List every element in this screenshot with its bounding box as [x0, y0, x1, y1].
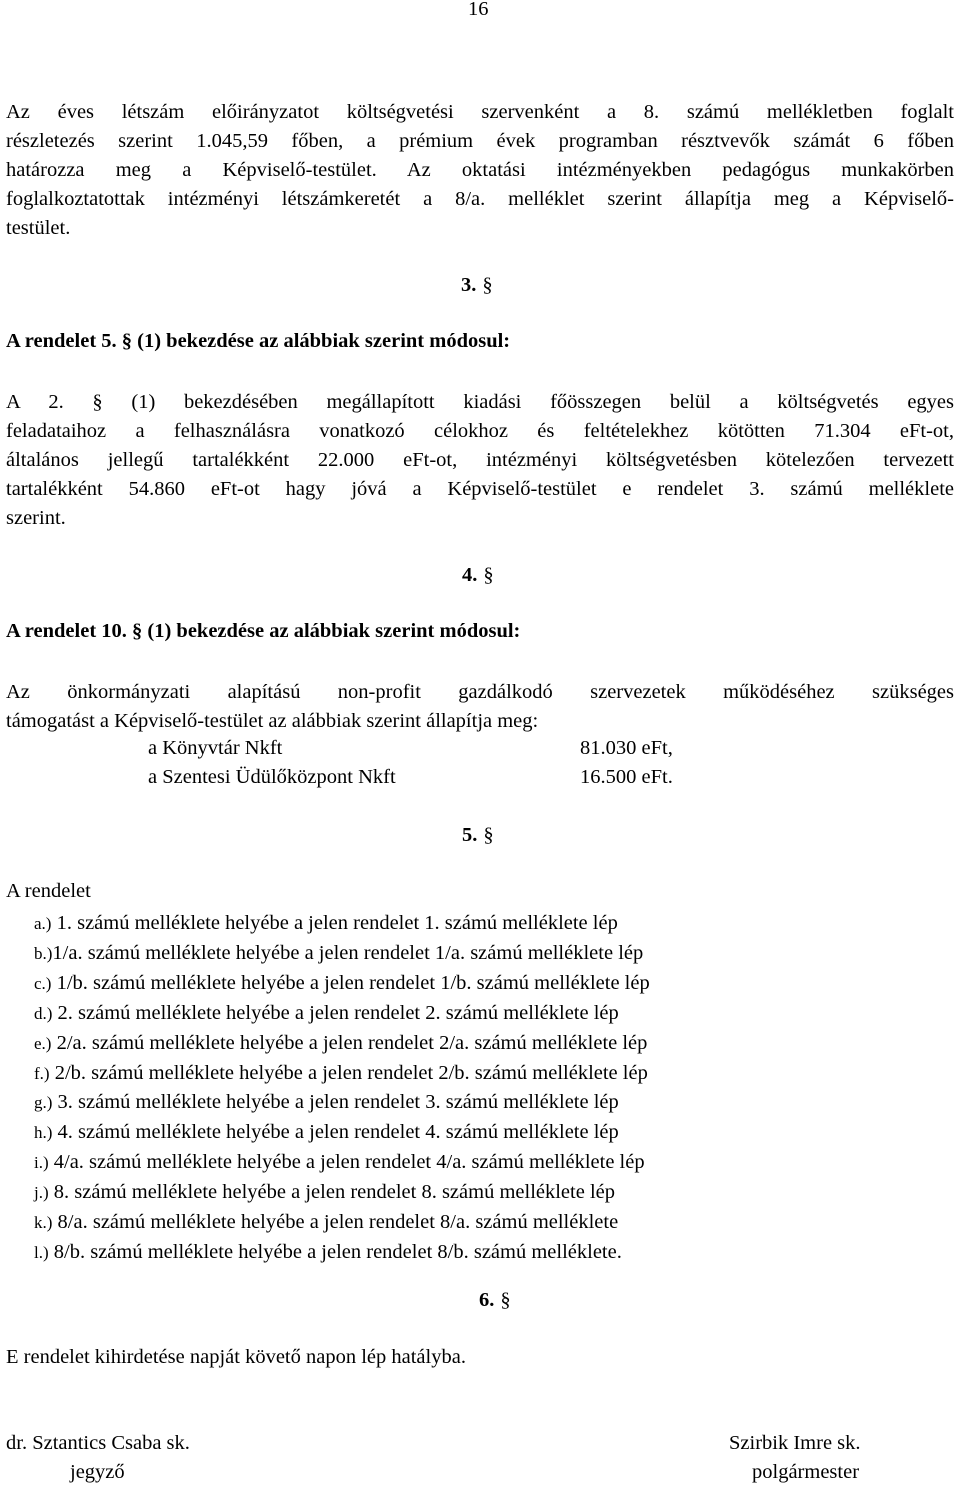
section-4-heading: A rendelet 10. § (1) bekezdése az alábbiak szerint módosul: [6, 620, 521, 642]
section-3-line: A 2. § (1) bekezdésében megállapított kiadási főösszegen belül a költségvetés egyes [6, 391, 954, 413]
list-item-text: 8. számú melléklete helyébe a jelen rendelet 8. számú melléklete lép [48, 1181, 615, 1204]
list-item-letter: j.) [34, 1183, 49, 1203]
section-3-paragraph [6, 388, 954, 533]
list-item-text: 2/a. számú melléklete helyébe a jelen rendelet 2/a. számú melléklete lép [51, 1031, 648, 1054]
list-item-letter: c.) [34, 973, 52, 993]
list-item [34, 999, 650, 1029]
section-6-text: E rendelet kihirdetése napját követő napon lép hatályba. [6, 1346, 466, 1368]
section-number: 6. [479, 1289, 495, 1311]
support-item-amount: 81.030 eFt, [580, 737, 673, 759]
paragraph-sign-icon: § [482, 274, 493, 296]
support-item-name: a Könyvtár Nkft [148, 737, 283, 759]
signature-left-title: jegyző [70, 1461, 125, 1483]
list-item-letter: e.) [34, 1033, 52, 1053]
section-6-title [479, 1289, 511, 1312]
paragraph-sign-icon: § [483, 564, 494, 586]
list-item [34, 1238, 650, 1268]
list-item-text: 2. számú melléklete helyébe a jelen rendelet 2. számú melléklete lép [52, 1001, 619, 1024]
section-5-intro: A rendelet [6, 880, 91, 902]
support-item-amount: 16.500 eFt. [580, 766, 673, 788]
list-item-letter: a.) [34, 914, 52, 933]
intro-line: Az éves létszám előirányzatot költségvetési szervenként a 8. számú mellékletben foglalt [6, 101, 954, 123]
list-item [34, 1088, 650, 1118]
paragraph-sign-icon: § [500, 1289, 511, 1311]
section-3-line: általános jellegű tartalékként 22.000 eFt-ot, intézményi költségvetésben kötelezően tervezett [6, 449, 954, 471]
list-item-letter: d.) [34, 1003, 53, 1023]
section-4-line: támogatást a Képviselő-testület az alábbiak szerint állapítja meg: [6, 710, 539, 732]
signature-right-name: Szirbik Imre sk. [729, 1432, 861, 1454]
list-item-letter: l.) [34, 1242, 49, 1262]
list-item-text: 1/b. számú melléklete helyébe a jelen rendelet 1/b. számú melléklete lép [51, 971, 650, 994]
list-item-text: 2/b. számú melléklete helyébe a jelen rendelet 2/b. számú melléklete lép [49, 1061, 648, 1084]
signature-left-name: dr. Sztantics Csaba sk. [6, 1432, 190, 1454]
list-item [34, 969, 650, 999]
list-item [34, 1029, 650, 1059]
section-3-heading: A rendelet 5. § (1) bekezdése az alábbiak szerint módosul: [6, 330, 511, 352]
list-item [34, 1118, 650, 1148]
intro-line: testület. [6, 217, 71, 239]
intro-line: foglalkoztatottak intézményi létszámkeretét a 8/a. melléklet szerint állapítja meg a Képviselő- [6, 188, 954, 210]
section-3-line: feladataihoz a felhasználásra vonatkozó célokhoz és feltételekhez kötötten 71.304 eFt-ot, [6, 420, 954, 442]
list-item-text: 1. számú melléklete helyébe a jelen rendelet 1. számú melléklete lép [51, 912, 618, 934]
list-item-text: 8/a. számú melléklete helyébe a jelen rendelet 8/a. számú melléklete [52, 1211, 619, 1234]
page-number: 16 [468, 0, 489, 20]
intro-line: határozza meg a Képviselő-testület. Az oktatási intézményekben pedagógus munkakörben [6, 159, 954, 181]
list-item-text: 3. számú melléklete helyébe a jelen rendelet 3. számú melléklete lép [52, 1091, 619, 1114]
list-item [34, 909, 650, 939]
list-item-text: 4. számú melléklete helyébe a jelen rendelet 4. számú melléklete lép [52, 1121, 619, 1144]
section-4-line: Az önkormányzati alapítású non-profit gazdálkodó szervezetek működéséhez szükséges [6, 681, 954, 703]
section-5-title [462, 824, 494, 847]
list-item [34, 1148, 650, 1178]
support-item [148, 737, 282, 760]
section-number: 3. [461, 274, 477, 296]
section-number: 5. [462, 824, 478, 846]
list-item-letter: h.) [34, 1123, 53, 1143]
list-item-letter: b.) [34, 943, 53, 963]
list-item-text: 8/b. számú melléklete helyébe a jelen rendelet 8/b. számú melléklete. [48, 1240, 622, 1263]
list-item [34, 1178, 650, 1208]
list-item-text: 1/a. számú melléklete helyébe a jelen rendelet 1/a. számú melléklete lép [52, 941, 644, 964]
list-item-letter: g.) [34, 1093, 53, 1113]
list-item-letter: k.) [34, 1213, 53, 1233]
list-item-letter: i.) [34, 1153, 49, 1173]
paragraph-sign-icon: § [483, 824, 494, 846]
list-item [34, 1208, 650, 1238]
list-item-letter: f.) [34, 1063, 50, 1083]
list-item [34, 1059, 650, 1089]
section-3-line: szerint. [6, 507, 66, 529]
section-4-paragraph [6, 678, 954, 736]
support-item-name: a Szentesi Üdülőközpont Nkft [148, 766, 396, 788]
intro-paragraph [6, 98, 954, 243]
support-item [148, 766, 396, 789]
annex-replacement-list [34, 909, 650, 1268]
signature-right-title: polgármester [752, 1461, 860, 1483]
intro-line: részletezés szerint 1.045,59 főben, a prémium évek programban résztvevők számát 6 főben [6, 130, 954, 152]
section-3-line: tartalékként 54.860 eFt-ot hagy jóvá a Képviselő-testület e rendelet 3. számú melléklete [6, 478, 954, 500]
section-number: 4. [462, 564, 478, 586]
list-item [34, 939, 650, 969]
list-item-text: 4/a. számú melléklete helyébe a jelen rendelet 4/a. számú melléklete lép [48, 1151, 645, 1174]
section-3-title [461, 274, 493, 297]
section-4-title [462, 564, 494, 587]
